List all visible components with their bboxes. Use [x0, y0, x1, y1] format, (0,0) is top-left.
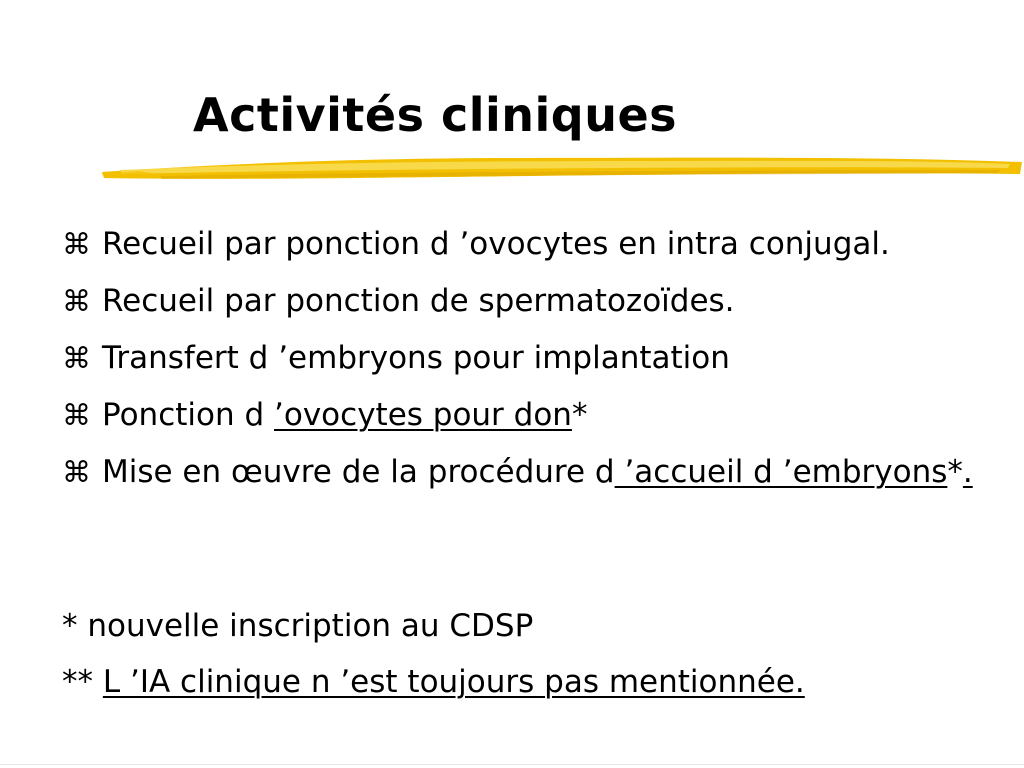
asterisk-mark: * — [571, 397, 588, 433]
underlined-term-accueil-embryons[interactable]: ’accueil d ’embryons — [614, 454, 948, 490]
cmd-key-icon: ⌘ — [62, 455, 91, 489]
bullet-text: Transfert d ’embryons pour implantation — [102, 340, 730, 376]
bullet-item — [62, 336, 992, 381]
cmd-key-icon: ⌘ — [62, 227, 91, 261]
bullet-item — [62, 222, 992, 267]
bottom-divider — [0, 764, 1024, 765]
bullet-text: Recueil par ponction de spermatozoïdes. — [102, 283, 735, 319]
cmd-key-icon: ⌘ — [62, 398, 91, 432]
bullet-text-prefix: Ponction d — [102, 397, 275, 433]
title-underline-brushstroke — [100, 148, 1024, 188]
bullet-list — [62, 222, 992, 507]
underlined-period: . — [962, 454, 973, 490]
bullet-text-prefix: Mise en œuvre de la procédure d — [102, 454, 615, 490]
cmd-key-icon: ⌘ — [62, 284, 91, 318]
footnote-ia — [62, 660, 805, 705]
underlined-term-ovocytes-don[interactable]: ’ovocytes pour don — [274, 397, 572, 433]
bullet-item — [62, 279, 992, 324]
footnote-cdsp: * nouvelle inscription au CDSP — [62, 608, 534, 644]
asterisk-mark: * — [947, 454, 963, 490]
bullet-text: Recueil par ponction d ’ovocytes en intra conjugal. — [102, 226, 890, 262]
bullet-item — [62, 393, 992, 438]
bullet-item — [62, 450, 992, 495]
underlined-note-ia[interactable]: L ’IA clinique n ’est toujours pas mentionnée. — [102, 664, 805, 700]
cmd-key-icon: ⌘ — [62, 341, 91, 375]
footnote-ia-prefix: ** — [62, 664, 103, 700]
slide-title: Activités cliniques — [193, 88, 678, 142]
